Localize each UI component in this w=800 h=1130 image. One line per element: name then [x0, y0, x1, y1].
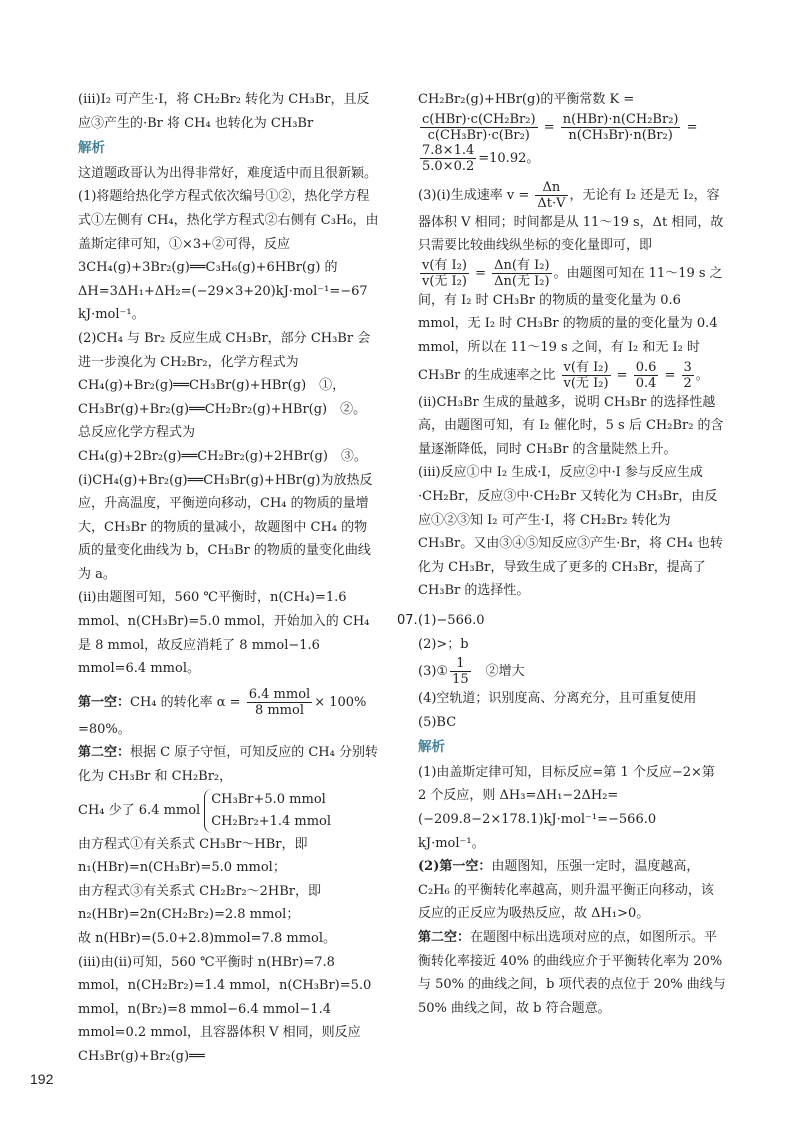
rate-fraction — [535, 180, 567, 211]
first-blank — [78, 687, 380, 718]
ratio-fraction-5 — [682, 360, 694, 391]
ratio-fraction-3 — [562, 360, 611, 391]
rate-ratio: $\frac{\text{v(有 I₂)}}{\text{v(无 I₂)}}$ = $\frac{\text{Δn(有 I₂)}}{\text{Δn(无 I₂)}}$ 。由题图可知在 11～19 s 之间，有 I₂ 时 CH₃Br 的物质的量变化量为 0.6 mmol，无 I₂ 时 CH₃Br 的物质的量的变化量为 0.4 mmol，所以在 11～19 s 之间，有 I₂ 和无 I₂ 时 CH₃Br 的生成速率之比 $\frac{\text{v(有 I₂)}}{\text{v(无 I₂)}}$ = $\frac{0.6}{0.4}$ = $\frac{3}{2}$ 。 — [418, 257, 723, 391]
ratio-den-1: v(无 I₂) — [422, 273, 467, 289]
rate-analysis — [418, 180, 726, 258]
k-expression: $\frac{\text{c(HBr)·c(CH₂Br₂)}}{\text{c(CH₃Br)·c(Br₂)}}$ = $\frac{\text{n(HBr)·n(CH₂Br₂)}}{\text{n(CH₃Br)·n(Br₂)}}$ = — [422, 111, 698, 143]
left-column — [78, 88, 380, 1069]
k-fraction-3 — [420, 143, 476, 174]
answer-4: (4)空轨道；识别度高、分离充分，且可重复使用 — [418, 691, 697, 707]
answer-line-iii: (ⅲ)I₂ 可产生·I，将 CH₂Br₂ 转化为 CH₃Br，且反应③产生的·Br 将 CH₄ 也转化为 CH₃Br — [78, 92, 370, 131]
equation-2: CH₃Br(g)+Br₂(g)══CH₂Br₂(g)+HBr(g) ②。 — [78, 401, 367, 417]
rate-den: Δt·V — [537, 195, 566, 211]
k-num-2: n(HBr)·n(CH₂Br₂) — [562, 111, 679, 127]
analysis-part-2ii: (ⅱ)由题图可知，560 ℃平衡时，n(CH₄)=1.6 mmol、n(CH₃Br)=5.0 mmol，开始加入的 CH₄ 是 8 mmol，故反应消耗了 8 mmol−1.6 mmol=6.4 mmol。 — [78, 590, 370, 677]
analysis-07-2-text: 由题图知，压强一定时，温度越高，C₂H₆ 的平衡转化率越高，则升温平衡正向移动，该反应的正反应为吸热反应，故 ΔH₁>0。 — [418, 859, 714, 922]
ratio-num-4: 0.6 — [635, 359, 657, 375]
ratio-den-4: 0.4 — [635, 375, 657, 391]
analysis-07-3-label: 第二空： — [418, 930, 471, 946]
answer-5: (5)BC — [418, 714, 457, 730]
analysis-heading-2: 解析 — [418, 739, 445, 756]
conversion-numerator: 6.4 mmol — [248, 686, 311, 702]
answer-3-prefix: (3)① — [418, 664, 449, 680]
page-number: 192 — [30, 1071, 54, 1087]
relation-1: 由方程式①有关系式 CH₃Br～HBr，即 n₁(HBr)=n(CH₃Br)=5.0 mmol； — [78, 836, 308, 876]
total-equation: 总反应化学方程式为 CH₄(g)+2Br₂(g)══CH₂Br₂(g)+2HBr(g) ③。 — [78, 425, 367, 464]
k-num-1: c(HBr)·c(CH₂Br₂) — [422, 111, 536, 127]
k-den-3: 5.0×0.2 — [422, 158, 475, 174]
analysis-part-2iii: (ⅲ)由(ⅱ)可知，560 ℃平衡时 n(HBr)=7.8 mmol，n(CH₂Br₂)=1.4 mmol，n(CH₃Br)=5.0 mmol，n(Br₂)=8 mmol−6.4 mmol−1.4 mmol=0.2 mmol，且容器体积 V 相同，则反应 CH₃Br(g)+Br₂(g)══ — [78, 954, 372, 1064]
analysis-heading: 解析 — [78, 140, 105, 157]
second-blank — [78, 741, 380, 788]
k-den-2: n(CH₃Br)·n(Br₂) — [568, 127, 673, 143]
right-column — [397, 88, 726, 1020]
brace-bottom: CH₂Br₂+1.4 mmol — [211, 813, 332, 829]
answer-3-suffix: ②增大 — [485, 664, 525, 680]
second-blank-label: 第二空： — [78, 745, 131, 761]
answer-2: (2)>；b — [418, 636, 469, 652]
analysis-07-1: (1)由盖斯定律可知，目标反应=第 1 个反应−2×第 2 个反应，则 ΔH₃=ΔH₁−2ΔH₂=(−209.8−2×178.1)kJ·mol⁻¹=−566.0 kJ·mol⁻¹。 — [418, 764, 715, 851]
ratio-den-3: v(无 I₂) — [563, 375, 609, 391]
hbr-total: 故 n(HBr)=(5.0+2.8)mmol=7.8 mmol。 — [78, 931, 337, 946]
answer-3 — [418, 656, 726, 687]
ratio-num-3: v(有 I₂) — [563, 359, 609, 375]
question-07 — [397, 609, 726, 1021]
relation-3: 由方程式③有关系式 CH₂Br₂～2HBr，即 n₂(HBr)=2n(CH₂Br₂)=2.8 mmol； — [78, 883, 321, 923]
conversion-text: CH₄ 的转化率 α = — [130, 694, 241, 710]
brace-label: CH₄ 少了 6.4 mmol — [78, 802, 201, 818]
answer-1: (1)−566.0 — [418, 612, 485, 628]
carbon-balance-brace — [78, 789, 380, 833]
intro-text: 这道题政哥认为出得非常好，难度适中而且很新颖。 — [78, 165, 378, 181]
brace-top: CH₃Br+5.0 mmol — [211, 791, 326, 807]
k-den-1: c(CH₃Br)·c(Br₂) — [427, 127, 530, 143]
ratio-den-5: 2 — [683, 375, 692, 391]
rate-intro: (3)(ⅰ)生成速率 v = — [418, 187, 530, 203]
conversion-result: =80%。 — [78, 721, 131, 737]
conversion-denominator: 8 mmol — [254, 702, 304, 718]
analysis-07-3 — [418, 926, 726, 1020]
ratio-text: 。由题图可知在 11～19 s 之间，有 I₂ 时 CH₃Br 的物质的量变化量为 0.6 mmol，无 I₂ 时 CH₃Br 的物质的量的变化量为 0.4 mmol，所以在 11～19 s 之间，有 I₂ 和无 I₂ 时 CH₃Br 的生成速率之比 — [418, 265, 723, 383]
ratio-num-1: v(有 I₂) — [422, 257, 467, 273]
k-result: =10.92。 — [478, 150, 540, 166]
analysis-07-3-text: 在题图中标出选项对应的点，如图所示。平衡转化率接近 40% 的曲线应介于平衡转化率为 20% 与 50% 的曲线之间，b 项代表的点位于 20% 曲线与 50% 曲线之间，故 b 符合题意。 — [418, 930, 726, 1016]
rate-text: ，无论有 I₂ 还是无 I₂，容器体积 V 相同；时间都是从 11～19 s，Δt 相同，故只需要比较曲线纵坐标的变化量即可，即 — [418, 187, 724, 254]
selectivity-iii: (ⅲ)反应①中 I₂ 生成·I，反应②中·I 参与反应生成·CH₂Br，反应③中·CH₂Br 又转化为 CH₃Br，由反应①②③知 I₂ 可产生·I，将 CH₂Br₂ 转化为 CH₃Br。又由③④⑤知反应③产生·Br，将 CH₄ 也转化为 CH₃Br，导致生成了更多的 CH₃Br，提高了 CH₃Br 的选择性。 — [418, 465, 723, 599]
second-blank-text: 根据 C 原子守恒，可知反应的 CH₄ 分别转化为 CH₃Br 和 CH₂Br₂， — [78, 745, 378, 785]
ratio-fraction-4 — [634, 360, 659, 391]
k-fraction-1 — [420, 112, 538, 143]
first-blank-label: 第一空： — [78, 694, 131, 710]
question-number: 07. — [397, 612, 418, 628]
ratio-den-2: Δn(无 I₂) — [494, 273, 550, 289]
conversion-percent: × 100% — [314, 694, 367, 710]
k-value — [418, 143, 726, 174]
ratio-num-5: 3 — [683, 359, 692, 375]
conversion-fraction — [247, 687, 312, 718]
analysis-07-2-label: (2)第一空： — [418, 859, 492, 875]
ratio-num-2: Δn(有 I₂) — [494, 257, 550, 273]
k-num-3: 7.8×1.4 — [422, 142, 475, 158]
k-fraction-2 — [561, 112, 681, 143]
rate-num: Δn — [535, 180, 567, 196]
answer-3-fraction — [450, 656, 471, 687]
analysis-part-1: (1)将题给热化学方程式依次编号①②，热化学方程式①左侧有 CH₄，热化学方程式②右侧有 C₃H₆，由盖斯定律可知，①×3+②可得，反应 3CH₄(g)+3Br₂(g)══C₃H₆(g)+6HBr(g) 的 ΔH=3ΔH₁+ΔH₂=(−29×3+20)kJ·mol⁻¹=−67 kJ·mol⁻¹。 — [78, 189, 379, 323]
analysis-part-2i: (ⅰ)CH₄(g)+Br₂(g)══CH₃Br(g)+HBr(g)为放热反应，升高温度，平衡逆向移动，CH₄ 的物质的量增大，CH₃Br 的物质的量减小，故题图中 CH₄ 的物质的量变化曲线为 b，CH₃Br 的物质的量变化曲线为 a。 — [78, 472, 373, 582]
k-expression-intro: CH₂Br₂(g)+HBr(g)的平衡常数 K = — [418, 92, 635, 107]
brace-items — [204, 789, 331, 833]
selectivity-ii: (ⅱ)CH₃Br 生成的量越多，说明 CH₃Br 的选择性越高，由题图可知，有 I₂ 催化时，5 s 后 CH₂Br₂ 的含量逐渐降低，同时 CH₃Br 的含量陡然上升。 — [418, 394, 724, 457]
analysis-07-2 — [418, 855, 726, 926]
answer-3-den: 15 — [452, 672, 469, 688]
ratio-fraction-1 — [420, 258, 469, 289]
analysis-part-2: (2)CH₄ 与 Br₂ 反应生成 CH₃Br，部分 CH₃Br 会进一步溴化为 CH₂Br₂，化学方程式为 CH₄(g)+Br₂(g)══CH₃Br(g)+HBr(g) ①， — [78, 330, 371, 394]
ratio-fraction-2 — [492, 258, 551, 289]
answer-3-num: 1 — [450, 656, 471, 672]
